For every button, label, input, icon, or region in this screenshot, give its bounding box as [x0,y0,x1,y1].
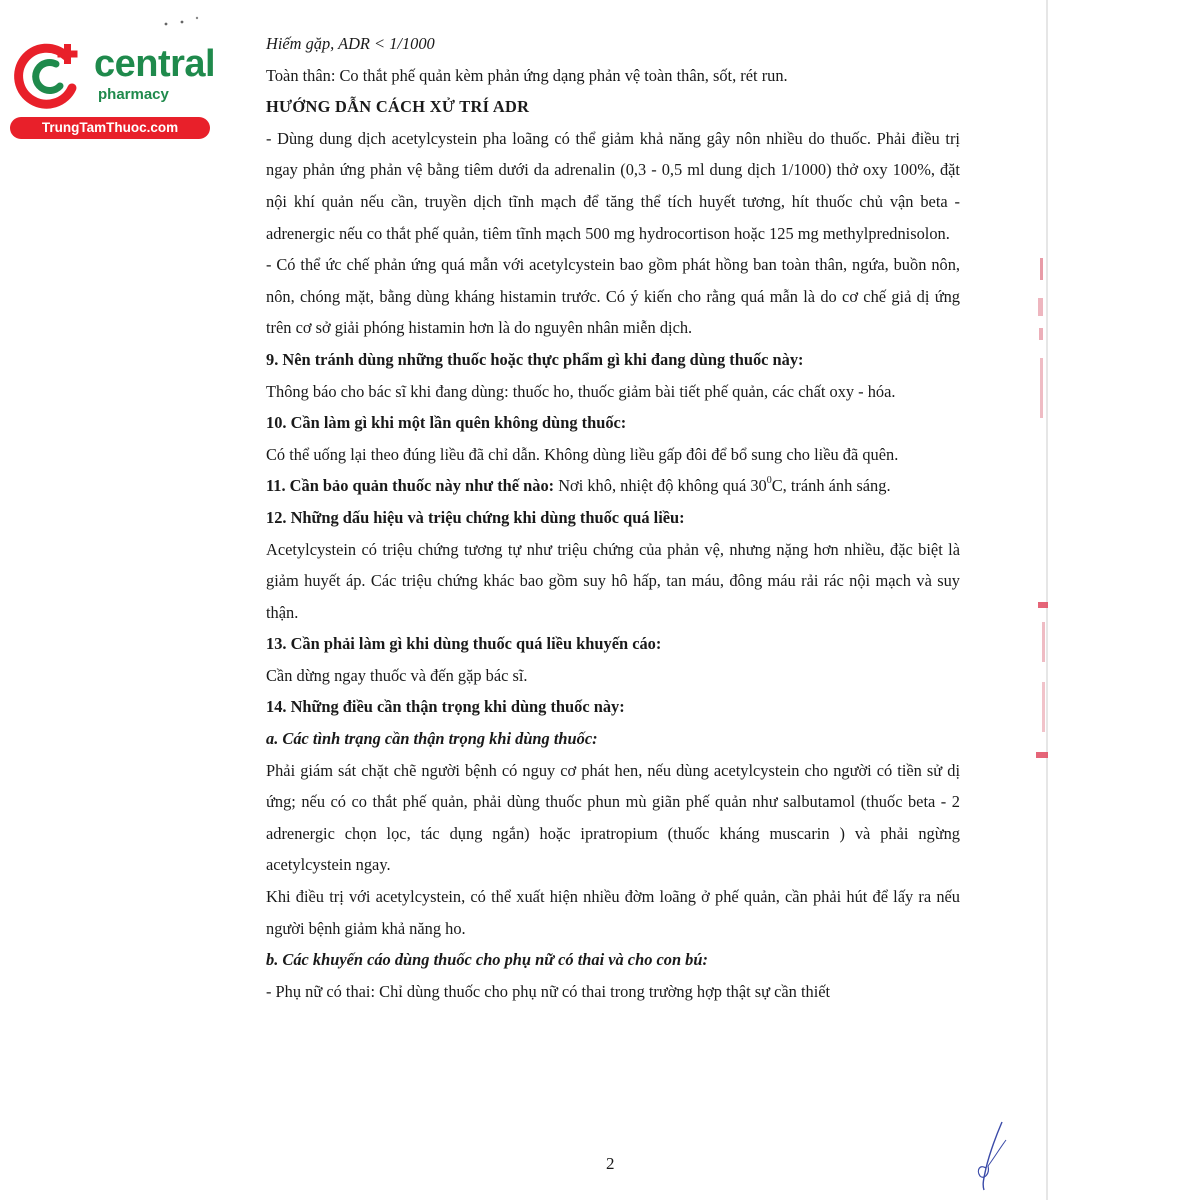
page-number: 2 [606,1154,615,1173]
red-stamp-icon [1030,258,1052,428]
degree-superscript: 0 [766,474,772,486]
section-11-text-a: Nơi khô, nhiệt độ không quá 30 [554,476,767,496]
section-13-heading: 13. Cần phải làm gì khi dùng thuốc quá liều khuyến cáo: [266,634,662,654]
logo-brand-name: central [94,43,216,85]
section-13-text: Cần dừng ngay thuốc và đến gặp bác sĩ. [266,665,528,685]
document-body [266,28,960,1007]
rare-adr-line: Hiếm gặp, ADR < 1/1000 [266,34,435,53]
section-14-heading: 14. Những điều cần thận trọng khi dùng thuốc này: [266,697,625,717]
section-9-text: Thông báo cho bác sĩ khi đang dùng: thuốc ho, thuốc giảm bài tiết phế quản, các chất oxy - hóa. [266,381,896,401]
scan-dots [160,12,210,32]
adr-paragraph-1: - Dùng dung dịch acetylcystein pha loãng có thể giảm khả năng gây nôn nhiều do thuốc. Phải điều trị ngay phản ứng phản vệ bằng tiêm dưới da adrenalin (0,3 - 0,5 ml dung dịch 1/1000) thở oxy 100%, đặt nội khí quản nếu cần, truyền dịch tĩnh mạch để tăng thể tích huyết tương, hít thuốc chủ vận beta - adrenergic nếu co thắt phế quản, tiêm tĩnh mạch 500 mg hydrocortison hoặc 125 mg methylprednisolon. [266,128,960,243]
section-10-heading: 10. Cần làm gì khi một lần quên không dùng thuốc: [266,413,627,433]
section-11-heading: 11. Cần bảo quản thuốc này như thế nào: [266,476,555,496]
pharmacy-logo [10,34,215,144]
section-9-heading: 9. Nên tránh dùng những thuốc hoặc thực phẩm gì khi đang dùng thuốc này: [266,349,804,369]
central-pharmacy-logo-icon [10,38,86,114]
section-14b-heading: b. Các khuyến cáo dùng thuốc cho phụ nữ có thai và cho con bú: [266,950,708,970]
page-edge-line [1046,0,1048,1200]
section-14b-paragraph-1: - Phụ nữ có thai: Chỉ dùng thuốc cho phụ nữ có thai trong trường hợp thật sự cần thiết [266,981,831,1001]
section-14a-paragraph-2: Khi điều trị với acetylcystein, có thể xuất hiện nhiều đờm loãng ở phế quản, cần phải hút để lấy ra nếu người bệnh giảm khả năng ho. [266,887,960,938]
section-12-heading: 12. Những dấu hiệu và triệu chứng khi dùng thuốc quá liều: [266,507,685,527]
section-12-text: Acetylcystein có triệu chứng tương tự như triệu chứng của phản vệ, nhưng nặng hơn nhiều, đặc biệt là giảm huyết áp. Các triệu chứng khác bao gồm suy hô hấp, tan máu, đông máu rải rác nội mạch và suy thận. [266,539,960,622]
section-10-text: Có thể uống lại theo đúng liều đã chỉ dẫn. Không dùng liều gấp đôi để bổ sung cho liều đã quên. [266,444,899,464]
section-11-text-b: C, tránh ánh sáng. [771,476,891,496]
systemic-line: Toàn thân: Co thắt phế quản kèm phản ứng dạng phản vệ toàn thân, sốt, rét run. [266,65,788,85]
section-11-paragraph [266,470,960,502]
section-14a-paragraph-1: Phải giám sát chặt chẽ người bệnh có nguy cơ phát hen, nếu dùng acetylcystein cho người có tiền sử dị ứng; nếu có co thắt phế quản, phải dùng thuốc phun mù giãn phế quản như salbutamol (thuốc beta - 2 adrenergic chọn lọc, tác dụng ngắn) hoặc ipratropium (thuốc kháng muscarin ) và phải ngừng acetylcystein ngay. [266,760,960,875]
adr-handling-heading: HƯỚNG DẪN CÁCH XỬ TRÍ ADR [266,97,530,117]
section-14a-heading: a. Các tình trạng cần thận trọng khi dùng thuốc: [266,729,598,749]
adr-paragraph-2: - Có thể ức chế phản ứng quá mẫn với acetylcystein bao gồm phát hồng ban toàn thân, ngứa, buồn nôn, nôn, chóng mặt, bằng dùng kháng histamin trước. Có ý kiến cho rằng quá mẫn là do cơ chế giả dị ứng trên cơ sở giải phóng histamin hơn là do nguyên nhân miễn dịch. [266,255,960,338]
red-stamp-icon-lower [1030,602,1052,764]
logo-website-badge: TrungTamThuoc.com [10,117,210,139]
logo-subtitle: pharmacy [98,86,169,103]
signature-icon [972,1118,1012,1193]
